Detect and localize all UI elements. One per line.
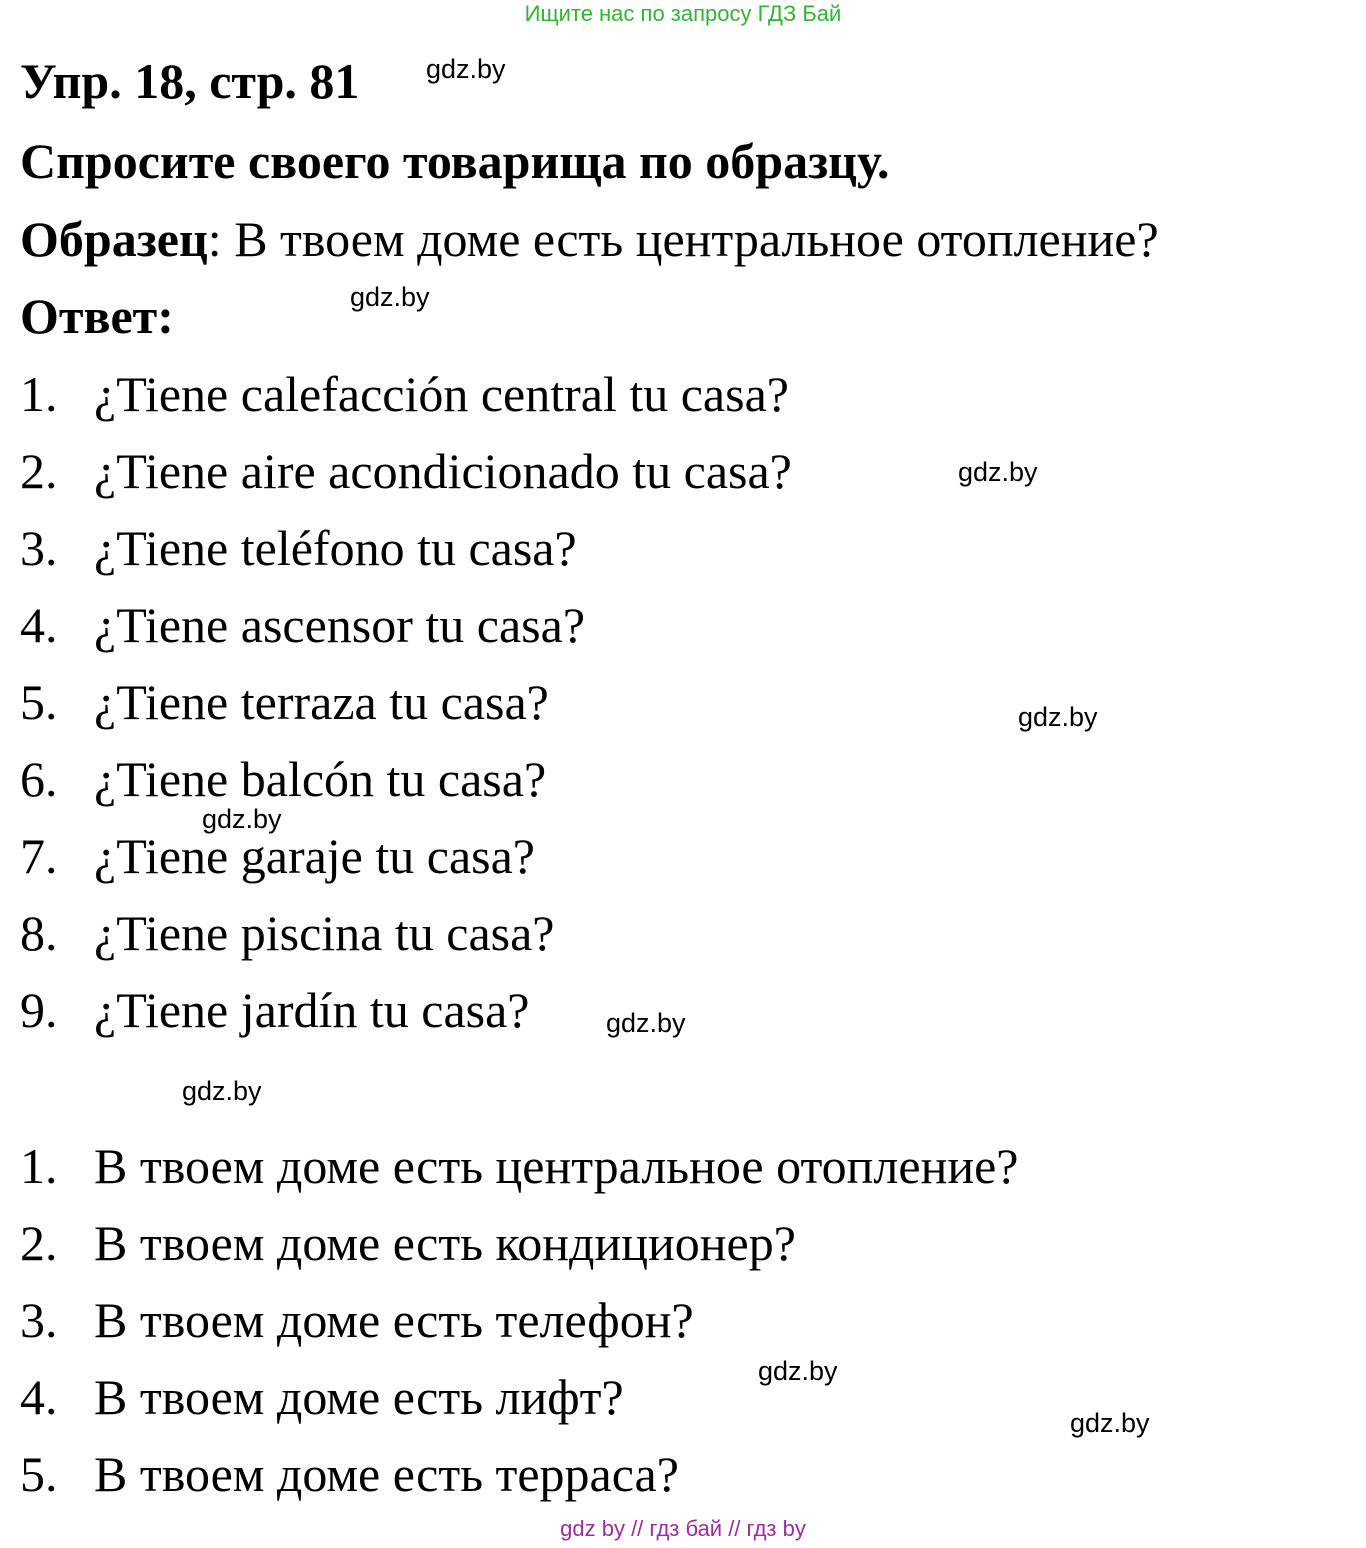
spanish-answer-5: 5. ¿Tiene terraza tu casa?: [20, 674, 549, 730]
spanish-answer-6: 6. ¿Tiene balcón tu casa?: [20, 751, 547, 807]
task-instruction: Спросите своего товарища по образцу.: [20, 133, 890, 189]
spanish-answer-7: 7. ¿Tiene garaje tu casa?: [20, 828, 535, 884]
footer-watermark: gdz by // гдз бай // гдз by: [560, 1516, 806, 1541]
watermark: gdz.by: [1070, 1408, 1150, 1438]
russian-answer-3: 3. В твоем доме есть телефон?: [20, 1292, 694, 1348]
sample-label: Образец: [20, 211, 208, 267]
watermark: gdz.by: [958, 457, 1038, 487]
watermark: gdz.by: [202, 804, 282, 834]
spanish-answer-3: 3. ¿Tiene teléfono tu casa?: [20, 520, 577, 576]
spanish-answer-2: 2. ¿Tiene aire acondicionado tu casa?: [20, 443, 792, 499]
sample-sentence: [20, 210, 1159, 268]
spanish-answer-8: 8. ¿Tiene piscina tu casa?: [20, 905, 555, 961]
watermark: gdz.by: [1018, 702, 1098, 732]
russian-answer-4: 4. В твоем доме есть лифт?: [20, 1369, 624, 1425]
watermark: gdz.by: [350, 282, 430, 312]
watermark: gdz.by: [606, 1008, 686, 1038]
spanish-answer-4: 4. ¿Tiene ascensor tu casa?: [20, 597, 586, 653]
spanish-answer-1: 1. ¿Tiene calefacción central tu casa?: [20, 366, 789, 422]
russian-answer-1: 1. В твоем доме есть центральное отопление?: [20, 1138, 1019, 1194]
top-banner: Ищите нас по запросу ГДЗ Бай: [524, 1, 842, 26]
exercise-title: Упр. 18, стр. 81: [20, 53, 360, 109]
sample-text: : В твоем доме есть центральное отопление?: [207, 211, 1159, 267]
spanish-answer-9: 9. ¿Tiene jardín tu casa?: [20, 982, 530, 1038]
answer-heading: Ответ:: [20, 288, 174, 344]
watermark: gdz.by: [182, 1076, 262, 1106]
russian-answer-2: 2. В твоем доме есть кондиционер?: [20, 1215, 796, 1271]
watermark: gdz.by: [758, 1356, 838, 1386]
watermark: gdz.by: [426, 54, 506, 84]
russian-answer-5: 5. В твоем доме есть терраса?: [20, 1446, 679, 1502]
